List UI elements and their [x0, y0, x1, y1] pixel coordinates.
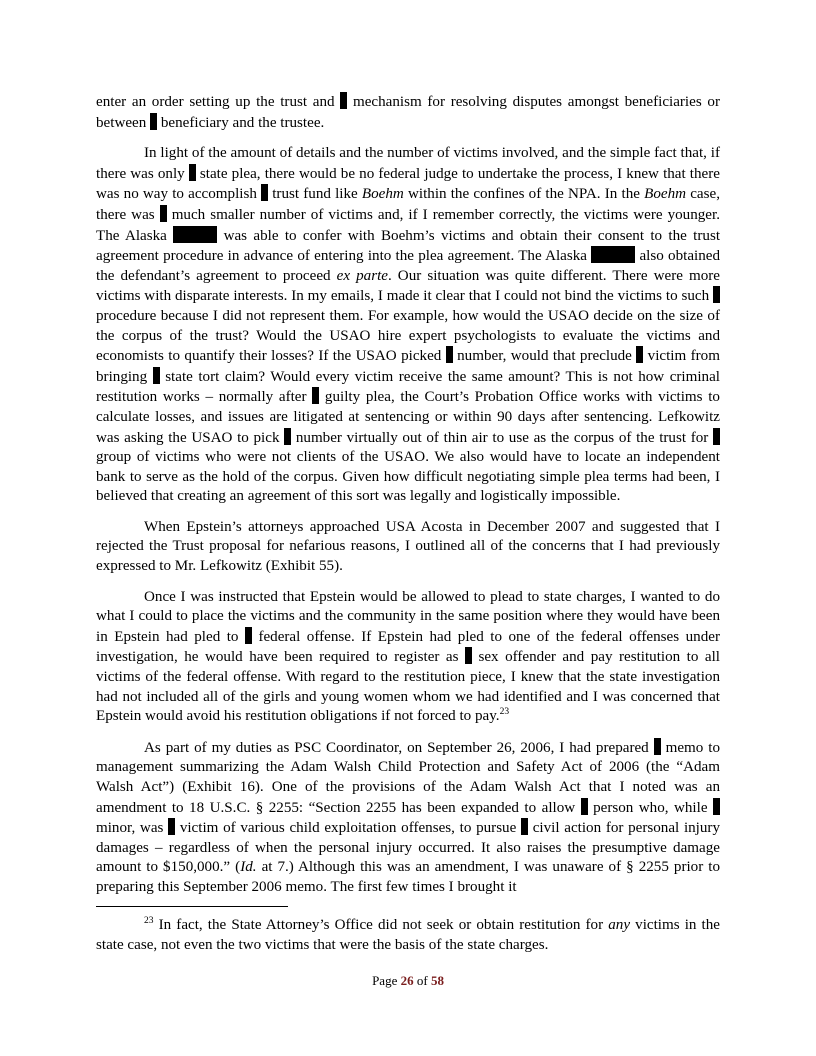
redaction-block — [153, 367, 160, 384]
text-run: victim of various child exploitation offenses, to pursue — [179, 820, 517, 837]
paragraph-2 — [96, 144, 720, 507]
redaction-block — [713, 428, 720, 445]
redaction-block — [713, 286, 720, 303]
text-run: number virtually out of thin air to use as the corpus of the trust for — [295, 429, 709, 446]
page-body — [96, 92, 720, 909]
page-number: 26 — [400, 973, 414, 988]
page-label: Page — [372, 973, 398, 988]
text-run: In fact, the State Attorney’s Office did not seek or obtain restitution for — [158, 917, 604, 933]
of-label: of — [416, 973, 428, 988]
text-run: within the confines of the NPA. In the — [407, 186, 640, 203]
redaction-block — [581, 798, 588, 815]
redaction-block — [446, 346, 453, 363]
paragraph-1 — [96, 92, 720, 133]
text-run: civil action for personal injury damages – regardless of when the personal injury occurred. It also raises the presumptive damage amount to $150,000.” ( — [96, 820, 720, 876]
footnote-23 — [96, 916, 720, 955]
footnote-number: 23 — [144, 916, 154, 926]
redaction-block — [168, 818, 175, 835]
text-run: procedure because I did not represent them. For example, how would the USAO decide on the size of the corpus of the trust? Would the USAO hire expert psychologists to evaluate the victims and economists to quantify their losses? If the USAO picked — [96, 307, 720, 365]
text-run: victim from bringing — [96, 348, 720, 385]
text-run: was able to confer with Boehm’s victims and obtain their consent to the trust agreement procedure in advance of entering into the plea agreement. The Alaska — [96, 227, 721, 265]
redaction-block — [173, 226, 217, 243]
text-run: As part of my duties as PSC Coordinator, on September 26, 2006, I had prepared — [144, 739, 649, 756]
redaction-block — [160, 205, 167, 222]
text-run: group of victims who were not clients of the USAO. We also would have to locate an independent bank to serve as the hold of the corpus. Given how difficult negotiating simple plea terms had been, I believed that creating an agreement of this sort was legally and logistically impossible. — [96, 449, 720, 505]
text-run: memo to management summarizing the Adam Walsh Child Protection and Safety Act of 2006 (the “Adam Walsh Act”) (Exhibit 16). One of the provisions of the Adam Walsh Act that I noted was an amendment to 18 U.S.C. § 2255: “Section 2255 has been expanded to allow — [96, 739, 721, 816]
latin-term: ex parte — [336, 267, 388, 284]
redaction-block — [312, 387, 319, 404]
total-pages: 58 — [430, 973, 444, 988]
text-run: person who, while — [593, 799, 708, 816]
text-run: number, would that preclude — [457, 348, 632, 365]
text-run: federal offense. If Epstein had pled to one of the federal offenses under investigation, he would have been required to register as — [96, 628, 720, 666]
text-run: Once I was instructed that Epstein would be allowed to plead to state charges, I wanted to do what I could to place the victims and the community in the same position where they would have been in Epstein had pled to — [96, 588, 720, 645]
text-run: much smaller number of victims and, if I remember correctly, the victims were younger. The Alaska — [96, 206, 720, 244]
text-run: When Epstein’s attorneys approached USA Acosta in December 2007 and suggested that I rejected the Trust proposal for nefarious reasons, I outlined all of the concerns that I had previously expressed to Mr. Lefkowitz (Exhibit 55). — [96, 518, 720, 575]
redaction-block — [465, 647, 472, 664]
redaction-block — [284, 428, 291, 445]
text-run: beneficiary and the trustee. — [160, 114, 325, 131]
text-run: In light of the amount of details and the number of victims involved, and the simple fact that, if there was only — [96, 145, 720, 182]
redaction-block — [245, 627, 252, 644]
redaction-block — [189, 164, 196, 181]
text-run: minor, was — [96, 820, 164, 837]
text-run: mechanism for resolving disputes amongst beneficiaries or between — [96, 94, 720, 131]
redaction-block — [521, 818, 528, 835]
citation-id: Id. — [240, 859, 257, 876]
redaction-block — [591, 246, 635, 263]
text-run: at 7.) Although this was an amendment, I was unaware of § 2255 prior to preparing this September 2006 memo. The first few times I brought it — [96, 859, 721, 895]
page-footer — [0, 973, 816, 989]
text-run: state tort claim? Would every victim receive the same amount? This is not how criminal restitution works – normally after — [96, 368, 720, 406]
emphasis: any — [608, 917, 631, 933]
text-run: state plea, there would be no federal judge to undertake the process, I knew that there was no way to accomplish — [96, 165, 720, 203]
text-run: sex offender and pay restitution to all victims of the federal offense. With regard to the restitution piece, I knew that the state investigation had not included all of the girls and young women whom we had identified and I was concerned that Epstein would avoid his restitution obligations if not forced to pay. — [96, 649, 721, 725]
text-run: enter an order setting up the trust and — [96, 94, 335, 110]
text-run: trust fund like — [272, 186, 358, 203]
redaction-block — [713, 798, 720, 815]
footnote-reference[interactable]: 23 — [499, 707, 510, 718]
text-run: . Our situation was quite different. There were more victims with disparate interests. In my emails, I made it clear that I could not bind the victims to such — [96, 267, 720, 305]
paragraph-4 — [96, 588, 720, 727]
paragraph-5 — [96, 738, 720, 898]
text-run: victims in the state case, not even the two victims that were the basis of the state charges. — [96, 917, 720, 953]
redaction-block — [340, 92, 347, 109]
redaction-block — [150, 113, 157, 130]
case-name: Boehm — [644, 186, 687, 203]
footnote-separator — [96, 906, 288, 907]
case-name: Boehm — [361, 186, 404, 203]
redaction-block — [261, 184, 268, 201]
paragraph-3 — [96, 518, 720, 577]
text-run: guilty plea, the Court’s Probation Office works with victims to calculate losses, and issues are litigated at sentencing or within 90 days after sentencing. Lefkowitz was asking the USAO to pick — [96, 389, 720, 446]
text-run: case, there was — [96, 186, 720, 223]
redaction-block — [636, 346, 643, 363]
text-run: also obtained the defendant’s agreement to proceed — [96, 248, 721, 284]
redaction-block — [654, 738, 661, 755]
